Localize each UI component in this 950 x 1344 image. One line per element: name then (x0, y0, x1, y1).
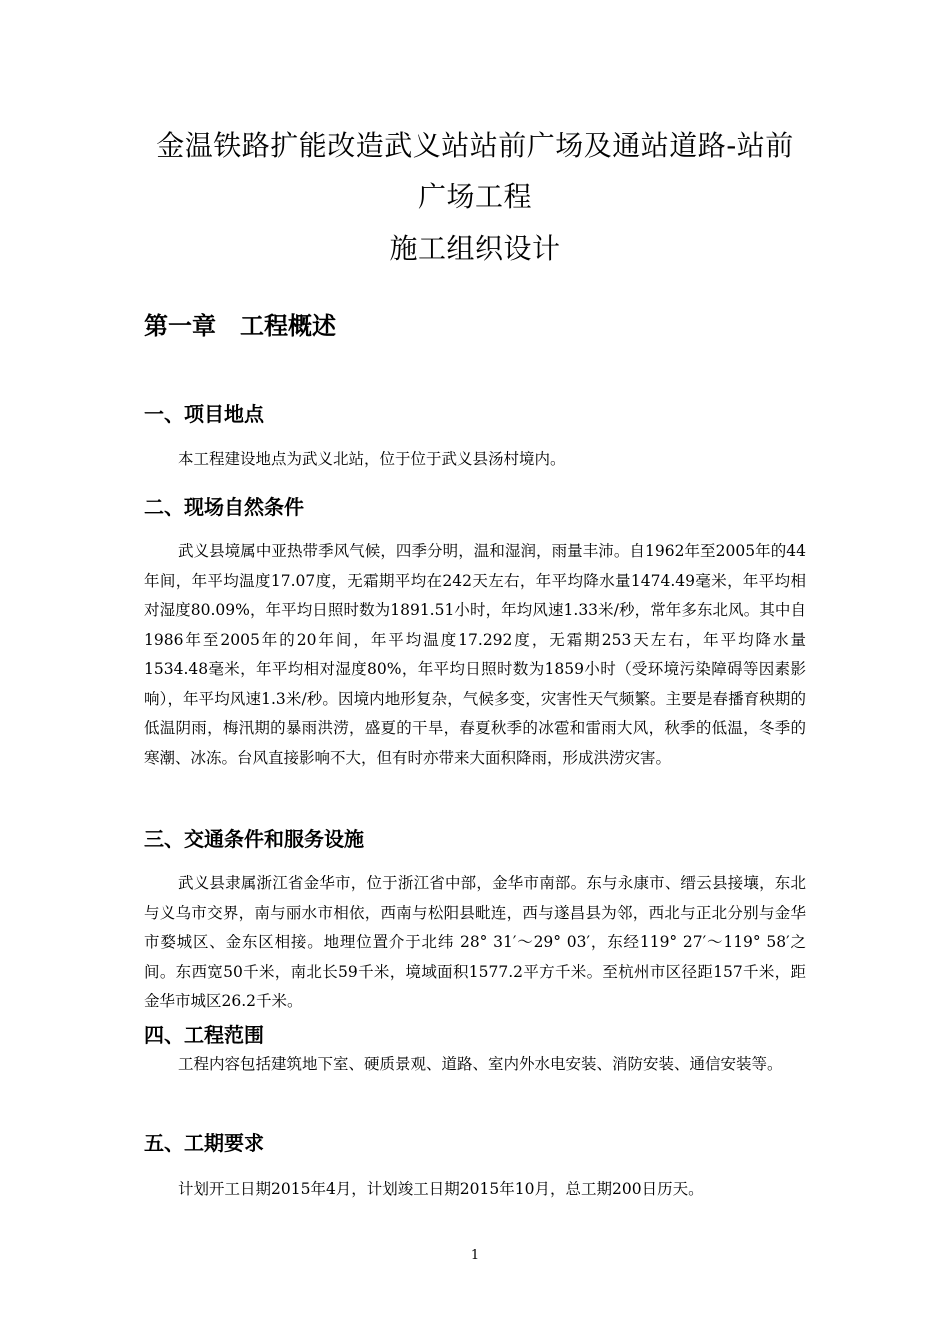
document-title-line-3: 施工组织设计 (389, 232, 561, 265)
document-title-line-2: 广场工程 (417, 180, 532, 213)
section-heading-schedule: 五、工期要求 (144, 1131, 264, 1155)
section-body-scope: 工程内容包括建筑地下室、硬质景观、道路、室内外水电安装、消防安装、通信安装等。 (178, 1055, 783, 1073)
section-heading-location: 一、项目地点 (144, 402, 264, 426)
document-title-line-1: 金温铁路扩能改造武义站站前广场及通站道路-站前 (156, 129, 794, 162)
chapter-heading: 第一章 工程概述 (144, 312, 336, 340)
section-heading-natural-conditions: 二、现场自然条件 (144, 495, 304, 519)
section-heading-scope: 四、工程范围 (144, 1023, 264, 1047)
section-heading-transport: 三、交通条件和服务设施 (144, 827, 364, 851)
section-body-location: 本工程建设地点为武义北站，位于位于武义县汤村境内。 (178, 450, 566, 468)
section-body-schedule: 计划开工日期2015年4月，计划竣工日期2015年10月，总工期200日历天。 (178, 1180, 704, 1198)
page-number: 1 (470, 1248, 480, 1263)
section-body-transport: 武义县隶属浙江省金华市，位于浙江省中部，金华市南部。东与永康市、缙云县接壤，东北与义乌市交界，南与丽水市相依，西南与松阳县毗连，西与遂昌县为邻，西北与正北分别与金华市婺城区、金东区相接。地理位置介于北纬 28° 31′～29° 03′，东经119° 27′～119° 58′之间。东西宽50千米，南北长59千米，境域面积1577.2平方千米。至杭州市区径距157千米，距金华市城区26.2千米。 (144, 874, 806, 1010)
section-body-natural-conditions: 武义县境属中亚热带季风气候，四季分明，温和湿润，雨量丰沛。自1962年至2005年的44年间，年平均温度17.07度，无霜期平均在242天左右，年平均降水量1474.49毫米，年平均相对湿度80.09%，年平均日照时数为1891.51小时，年均风速1.33米/秒，常年多东北风。其中自1986年至2005年的20年间，年平均温度17.292度，无霜期253天左右，年平均降水量1534.48毫米，年平均相对湿度80%，年平均日照时数为1859小时（受环境污染障碍等因素影响），年平均风速1.3米/秒。因境内地形复杂，气候多变，灾害性天气频繁。主要是春播育秧期的低温阴雨，梅汛期的暴雨洪涝，盛夏的干旱，春夏秋季的冰雹和雷雨大风，秋季的低温，冬季的寒潮、冰冻。台风直接影响不大，但有时亦带来大面积降雨，形成洪涝灾害。 (144, 542, 806, 767)
